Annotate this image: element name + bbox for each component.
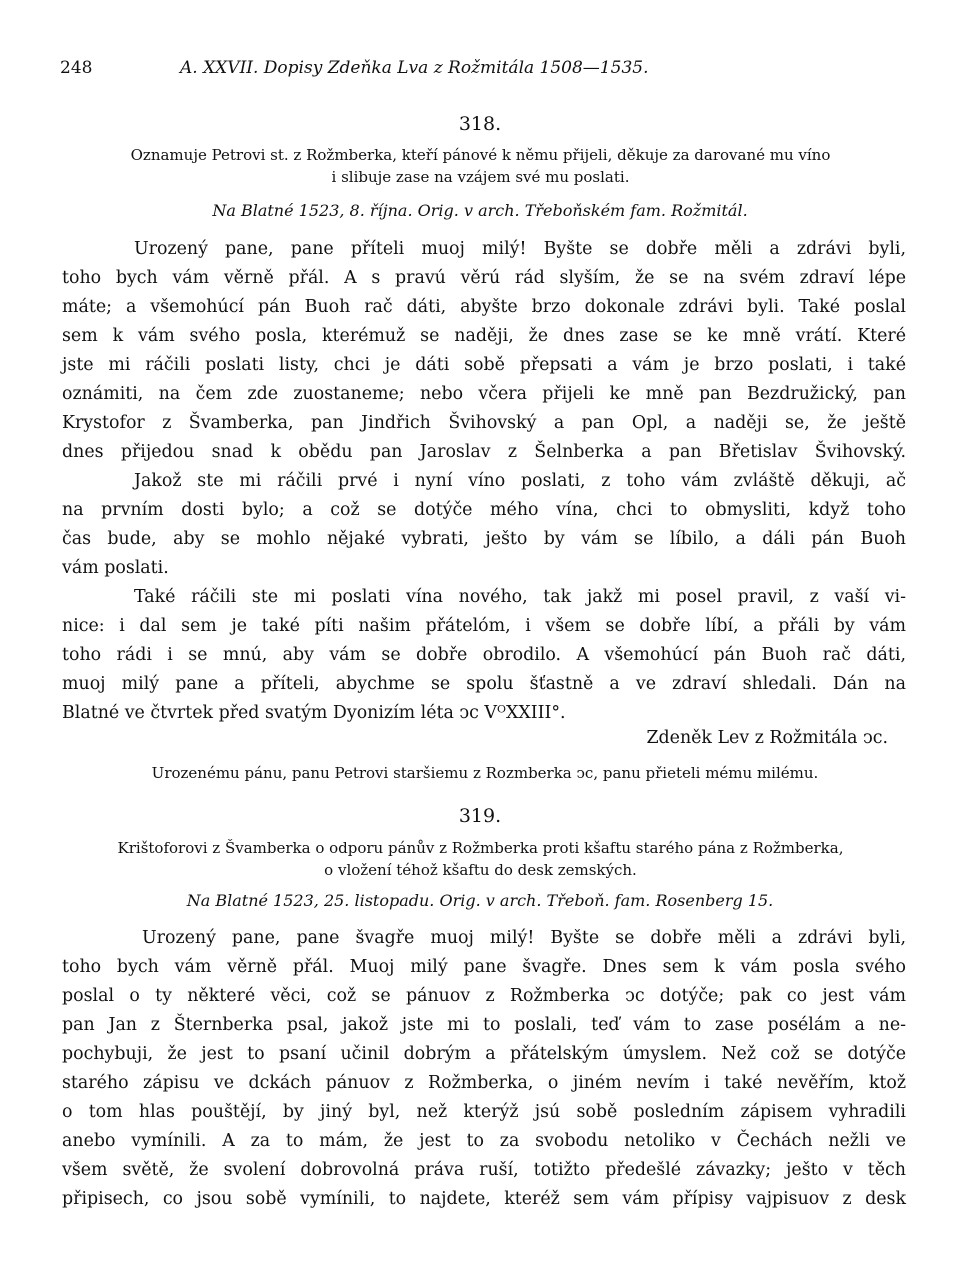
body-line: oznámiti, na čem zde zuostaneme; nebo včera přijeli ke mně pan Bezdružický, pan — [62, 384, 906, 404]
body-line: máte; a všemohúcí pán Buoh rač dáti, abyšte brzo dokonale zdrávi byli. Také poslal — [62, 297, 906, 317]
body-line: muoj milý pane a příteli, abychme se spolu šťastně a ve zdraví shledali. Dán na — [62, 674, 906, 694]
summary-line: Oznamuje Petrovi st. z Rožmberka, kteří pánové k němu přijeli, děkuje za darované mu víno — [130, 146, 831, 164]
body-line: připisech, co jsou sobě vymínili, to najdete, kteréž sem vám přípisy vajpisuov z desk — [62, 1189, 906, 1209]
body-line: Blatné ve čtvrtek před svatým Dyonizím léta ↄc VᴼXXIII°. — [62, 703, 566, 723]
page-number: 248 — [60, 58, 93, 78]
body-line: čas bude, aby se mohlo nějaké vybrati, ješto by vám se líbilo, a dáli pán Buoh — [62, 529, 906, 549]
body-line: pan Jan z Šternberka psal, jakož jste mi to poslali, teď vám to zase posélám a ne- — [62, 1015, 906, 1035]
letter-address: Urozenému pánu, panu Petrovi staršiemu z Rozmberka ↄc, panu přieteli mému milému. — [151, 764, 819, 782]
letter-body — [62, 924, 906, 1214]
body-line: toho bych vám věrně přál. Muoj milý pane švagře. Dnes sem k vám posla svého — [62, 957, 906, 977]
page-header — [60, 58, 900, 88]
letter-source: Na Blatné 1523, 8. října. Orig. v arch. Třeboňském fam. Rožmitál. — [212, 201, 748, 220]
body-line: poslal o ty některé věci, což se pánuov z Rožmberka ↄc dotýče; pak co jest vám — [62, 986, 906, 1006]
letter-summary — [58, 837, 903, 881]
body-line: dnes přijedou snad k obědu pan Jaroslav z Šelnberka a pan Břetislav Švihovský. — [62, 442, 906, 462]
body-line: vám poslati. — [62, 558, 169, 578]
body-line: nice: i dal sem je také píti našim přátelóm, i všem se dobře líbí, a přáli by vám — [62, 616, 906, 636]
letter-number: 318. — [458, 113, 502, 135]
letter-body — [62, 235, 906, 728]
body-line: toho rádi i se mnú, aby vám se dobře obrodilo. A všemohúcí pán Buoh rač dáti, — [62, 645, 906, 665]
letter-number: 319. — [458, 805, 502, 827]
summary-line: o vložení téhož kšaftu do desk zemských. — [324, 861, 637, 879]
body-line: jste mi ráčili poslati listy, chci je dáti sobě přepsati a vám je brzo poslati, i také — [62, 355, 906, 375]
body-line: Krystofor z Švamberka, pan Jindřich Švihovský a pan Opl, a naději se, že ještě — [62, 413, 906, 433]
body-line: Jakož ste mi ráčili prvé i nyní víno poslati, z toho vám zvláště děkuji, ač — [134, 471, 906, 491]
summary-line: i slibuje zase na vzájem své mu poslati. — [331, 168, 630, 186]
body-line: všem světě, že svolení dobrovolná práva ruší, totižto předešlé závazky; ješto v těch — [62, 1160, 906, 1180]
signature: Zdeněk Lev z Rožmitála ↄc. — [646, 728, 888, 748]
body-line: starého zápisu ve dckách pánuov z Rožmberka, o jiném nevím i také nevěřím, ktož — [62, 1073, 906, 1093]
body-line: Urozený pane, pane příteli muoj milý! Byšte se dobře měli a zdrávi byli, — [134, 239, 906, 259]
body-line: sem k vám svého posla, kterémuž se naději, že dnes zase se ke mně vrátí. Které — [62, 326, 906, 346]
body-line: na prvním dosti bylo; a což se dotýče mého vína, chci to obmysliti, když toho — [62, 500, 906, 520]
body-line: anebo vymínili. A za to mám, že jest to za svobodu netoliko v Čechách nežli ve — [62, 1131, 906, 1151]
letter-source: Na Blatné 1523, 25. listopadu. Orig. v arch. Třeboň. fam. Rosenberg 15. — [186, 891, 774, 910]
body-line: Urozený pane, pane švagře muoj milý! Byšte se dobře měli a zdrávi byli, — [142, 928, 906, 948]
summary-line: Krištoforovi z Švamberka o odporu pánův z Rožmberka proti kšaftu starého pána z Rožmberka, — [117, 839, 844, 857]
body-line: o tom hlas pouštějí, by jiný byl, než kterýž jsú sobě posledním zápisem vyhradili — [62, 1102, 906, 1122]
letter-summary — [58, 144, 903, 188]
body-line: pochybuji, že jest to psaní učinil dobrým a přátelským úmyslem. Než což se dotýče — [62, 1044, 906, 1064]
body-line: toho bych vám věrně přál. A s pravú věrú rád slyším, že se na svém zdraví lépe — [62, 268, 906, 288]
body-line: Také ráčili ste mi poslati vína nového, tak jakž mi posel pravil, z vaší vi- — [134, 587, 906, 607]
running-title: A. XXVII. Dopisy Zdeňka Lva z Rožmitála 1508—1535. — [180, 58, 649, 78]
